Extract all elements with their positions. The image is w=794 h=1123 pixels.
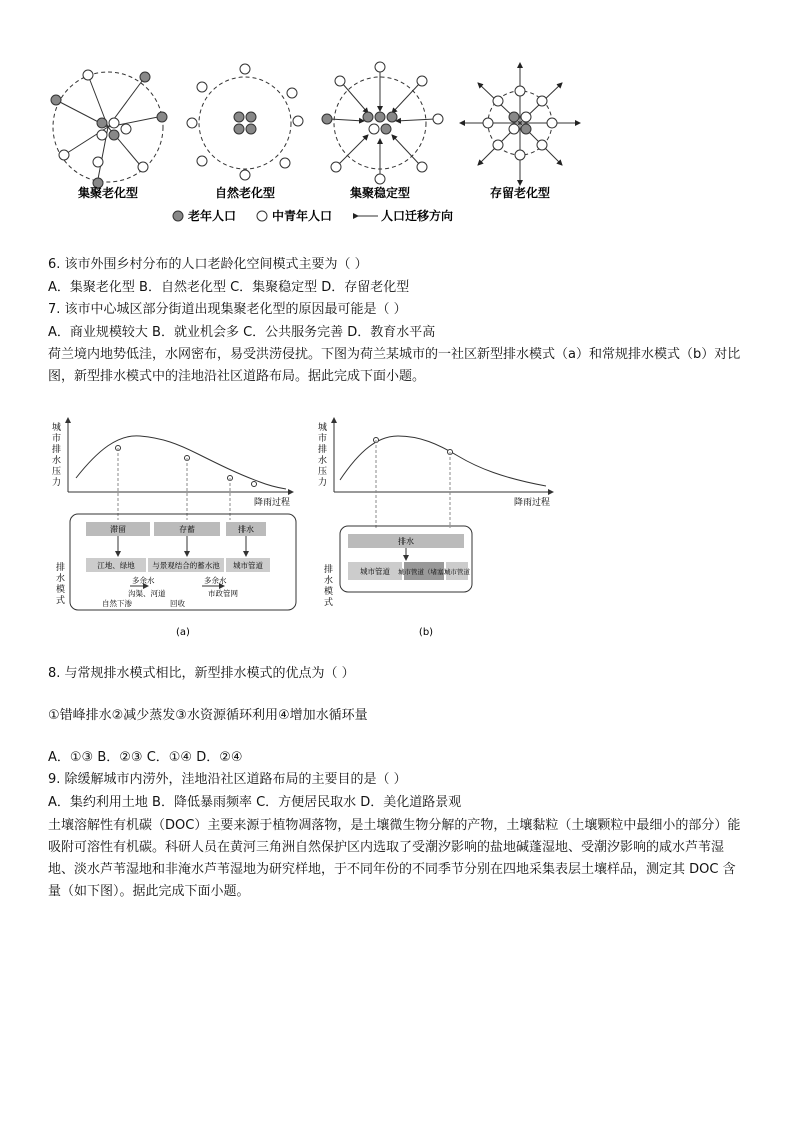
drainage-mode-figure bbox=[48, 410, 568, 645]
a-channels: 沟渠、河道 bbox=[128, 589, 166, 598]
a-facility-pool: 与景观结合的蓄水池 bbox=[152, 561, 220, 570]
a-municipal: 市政管网 bbox=[208, 589, 238, 598]
a-stage-storage: 存蓄 bbox=[179, 525, 195, 534]
question-8-stem: 8. 与常规排水模式相比，新型排水模式的优点为（ ） bbox=[48, 666, 355, 681]
a-stage-drainage: 排水 bbox=[238, 525, 254, 534]
b-pipe-blocked: 城市管道（堵塞） bbox=[398, 568, 450, 576]
b-caption: (b) bbox=[418, 627, 434, 638]
diagram-4-label: 存留老化型 bbox=[489, 186, 551, 200]
question-9-options: A．集约利用土地 B．降低暴雨频率 C．方便居民取水 D．美化道路景观 bbox=[48, 795, 462, 810]
a-infiltration: 自然下渗 bbox=[102, 599, 132, 608]
svg-text:排水模式: 排水模式 bbox=[56, 563, 66, 606]
b-pipe-1: 城市管道 bbox=[360, 567, 390, 576]
b-xlabel: 降雨过程 bbox=[514, 498, 551, 508]
b-pipe-3: 城市管道 bbox=[444, 568, 470, 576]
aging-pattern-figure bbox=[40, 55, 600, 230]
diagram-3-label: 集聚稳定型 bbox=[349, 186, 411, 200]
legend-migration-direction: 人口迁移方向 bbox=[381, 209, 454, 223]
question-8-options: A．①③ B．②③ C．①④ D．②④ bbox=[48, 750, 243, 765]
intro-paragraph-3: 土壤溶解性有机碳（DOC）主要来源于植物凋落物，是土壤微生物分解的产物，土壤黏粒（土壤颗粒中最细小的部分）能吸附可溶性有机碳。科研人员在黄河三角洲自然保护区内选取了受潮汐影响的盐地碱蓬湿地、受潮汐影响的咸水芦苇湿地、淡水芦苇湿地和非淹水芦苇湿地为研究样地，于不同年份的不同季节分别在四地采集表层土壤样品，测定其 DOC 含量（如下图）。据此完成下面小题。 bbox=[48, 818, 741, 899]
svg-text:城市排水压力: 城市排水压力 bbox=[318, 423, 328, 488]
a-stage-retention: 滞留 bbox=[110, 525, 126, 534]
diagram-cluster-stable bbox=[322, 62, 443, 184]
question-6-stem: 6. 该市外围乡村分布的人口老龄化空间模式主要为（ ） bbox=[48, 257, 368, 272]
intro-paragraph-2: 荷兰境内地势低洼，水网密布，易受洪涝侵扰。下图为荷兰某城市的一社区新型排水模式（a）和常规排水模式（b）对比图，新型排水模式中的洼地沿社区道路布局。据此完成下面小题。 bbox=[48, 347, 741, 384]
diagram-2-label: 自然老化型 bbox=[214, 186, 276, 200]
legend-young-population: 中青年人口 bbox=[272, 209, 333, 223]
figure1-legend bbox=[173, 208, 453, 223]
a-surplus-2: 多余水 bbox=[204, 576, 227, 585]
question-7-stem: 7. 该市中心城区部分街道出现集聚老化型的原因最可能是（ ） bbox=[48, 302, 407, 317]
diagram-cluster-aging bbox=[51, 70, 167, 188]
question-7-options: A．商业规模较大 B．就业机会多 C．公共服务完善 D．教育水平高 bbox=[48, 325, 436, 340]
b-stage-drainage: 排水 bbox=[398, 537, 414, 546]
a-ylabel-pressure: 城市排水压力 bbox=[52, 423, 62, 488]
a-caption: (a) bbox=[176, 627, 190, 638]
a-recycle: 回收 bbox=[170, 599, 185, 608]
diagram-a bbox=[52, 418, 296, 638]
diagram-b bbox=[318, 418, 553, 638]
a-xlabel: 降雨过程 bbox=[254, 498, 291, 508]
diagram-natural-aging bbox=[187, 64, 303, 180]
svg-text:排水模式: 排水模式 bbox=[324, 565, 334, 608]
diagram-retained-aging bbox=[460, 63, 580, 185]
diagram-1-label: 集聚老化型 bbox=[77, 186, 139, 200]
a-surplus-1: 多余水 bbox=[132, 576, 155, 585]
legend-old-population: 老年人口 bbox=[188, 209, 237, 223]
a-facility-green: 江地、绿地 bbox=[97, 561, 135, 570]
a-facility-pipe: 城市管道 bbox=[233, 561, 263, 570]
question-8-items: ①错峰排水②减少蒸发③水资源循环利用④增加水循环量 bbox=[48, 708, 368, 723]
question-6-options: A．集聚老化型 B．自然老化型 C．集聚稳定型 D．存留老化型 bbox=[48, 280, 410, 295]
question-9-stem: 9. 除缓解城市内涝外，洼地沿社区道路布局的主要目的是（ ） bbox=[48, 772, 407, 787]
